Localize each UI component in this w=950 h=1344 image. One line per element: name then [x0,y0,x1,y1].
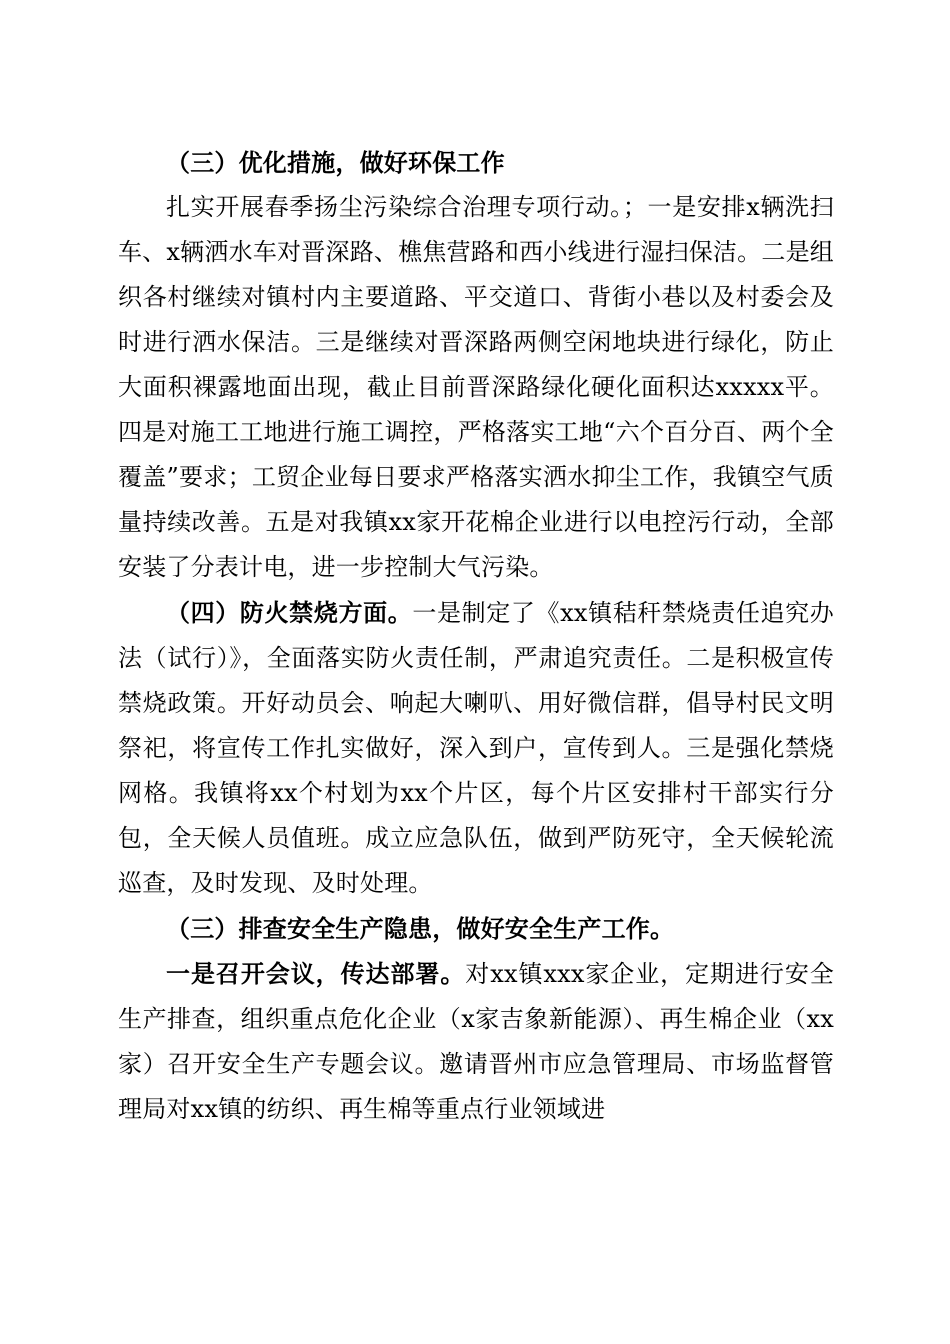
document-body [118,140,834,1132]
fire-prevention-text: 一是制定了《xx镇秸秆禁烧责任追究办法（试行）》，全面落实防火责任制，严肃追究责任。二是积极宣传禁烧政策。开好动员会、响起大喇叭、用好微信群，倡导村民文明祭祀，将宣传工作扎实做好，深入到户，宣传到人。三是强化禁烧网格。我镇将xx个村划为xx个片区，每个片区安排村干部实行分包，全天候人员值班。成立应急队伍，做到严防死守，全天候轮流巡查，及时发现、及时处理。 [118,599,834,897]
paragraph-safety [118,951,834,1132]
section-heading-environment: （三）优化措施，做好环保工作 [166,148,505,177]
fire-prevention-lead: （四）防火禁烧方面。 [166,598,413,627]
paragraph-environment: 扎实开展春季扬尘污染综合治理专项行动。；一是安排x辆洗扫车、x辆洒水车对晋深路、樵焦营路和西小线进行湿扫保洁。二是组织各村继续对镇村内主要道路、平交道口、背街小巷以及村委会及时进行洒水保洁。三是继续对晋深路两侧空闲地块进行绿化，防止大面积裸露地面出现，截止目前晋深路绿化硬化面积达xxxxx平。四是对施工工地进行施工调控，严格落实工地“六个百分百、两个全覆盖”要求；工贸企业每日要求严格落实洒水抑尘工作，我镇空气质量持续改善。五是对我镇xx家开花棉企业进行以电控污行动，全部安装了分表计电，进一步控制大气污染。 [118,193,834,581]
safety-lead: 一是召开会议，传达部署。 [166,959,466,988]
section-heading-safety: （三）排查安全生产隐患，做好安全生产工作。 [166,914,675,943]
paragraph-fire-prevention [118,590,834,906]
safety-text: 对xx镇xxx家企业，定期进行安全生产排查，组织重点危化企业（x家吉象新能源）、再生棉企业（xx家）召开安全生产专题会议。邀请晋州市应急管理局、市场监督管理局对xx镇的纺织、再生棉等重点行业领域进 [118,960,834,1123]
